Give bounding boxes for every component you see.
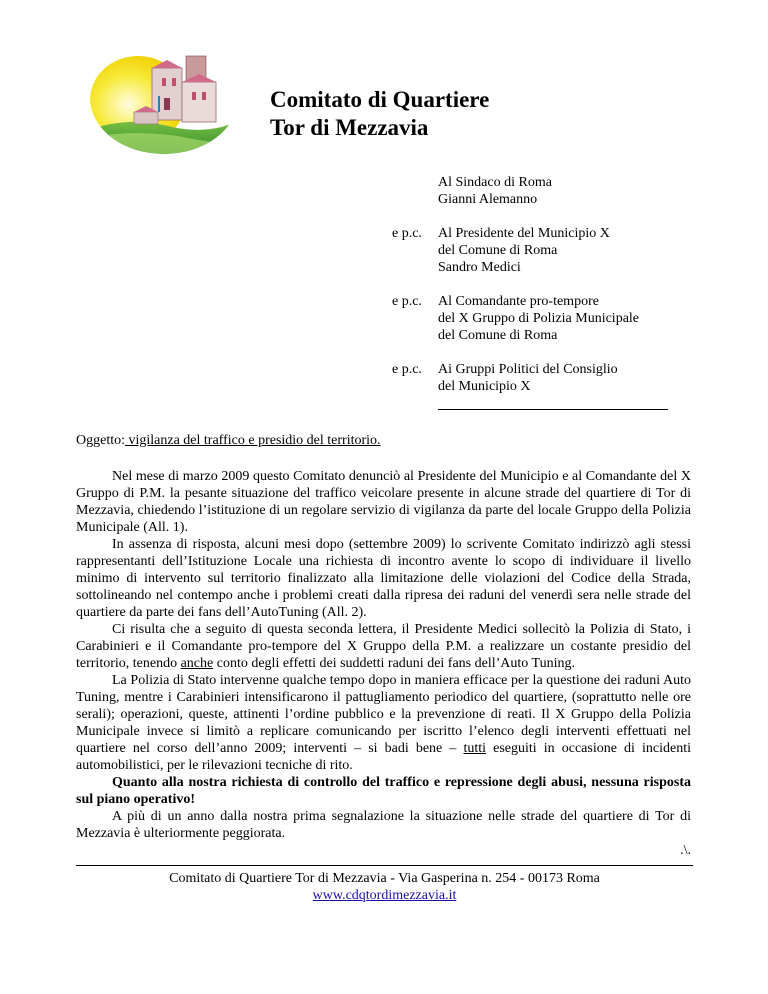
paragraph-text: La Polizia di Stato intervenne qualche tempo dopo in maniera efficace per la questione dei raduni Auto Tuning, mentre i Carabinieri intensificarono il pattugliamento periodico del quartiere, (soprattutto nelle ore serali); operazioni, queste, attinenti l’ordine pubblico e la prevenzione di reati. Il X Gruppo della Polizia Municipale invece si limitò a replicare comunicando per iscritto l’elenco degli interventi effettuati nel quartiere nel corso dell’anno 2009; interventi – si badi bene – <box>76 673 691 756</box>
committee-logo <box>88 38 240 156</box>
recipient-prefix: e p.c. <box>392 362 422 377</box>
footer-address: Comitato di Quartiere Tor di Mezzavia - Via Gasperina n. 254 - 00173 Roma <box>169 871 600 886</box>
recipient-line: Gianni Alemanno <box>438 192 538 207</box>
recipient-municipio-president <box>392 225 722 276</box>
recipient-line: Sandro Medici <box>438 260 521 275</box>
emphasis-text: tutti <box>463 741 487 756</box>
recipient-line: Al Presidente del Municipio X <box>438 226 610 241</box>
paragraph: A più di un anno dalla nostra prima segnalazione la situazione nelle strade del quartiere di Tor di Mezzavia è ulteriormente peggiorata. <box>76 809 691 841</box>
recipient-political-groups <box>392 361 722 410</box>
recipient-line: Ai Gruppi Politici del Consiglio <box>438 362 618 377</box>
emphasis-text: anche <box>180 656 214 671</box>
recipient-mayor <box>392 174 722 208</box>
recipient-line: del X Gruppo di Polizia Municipale <box>438 311 640 326</box>
footer-divider <box>76 865 693 866</box>
subject-line <box>76 432 381 449</box>
recipient-prefix: e p.c. <box>392 294 422 309</box>
bold-paragraph: Quanto alla nostra richiesta di controllo del traffico e repressione degli abusi, nessuna risposta sul piano operativo! <box>76 775 691 807</box>
continued-mark: .\. <box>680 843 691 858</box>
recipient-line: del Comune di Roma <box>438 328 558 343</box>
recipients-block <box>392 174 722 427</box>
paragraph-text: eseguiti in occasione di incidenti automobilistici, per le rilevazioni tecniche di rito. <box>76 741 691 773</box>
committee-area: Tor di Mezzavia <box>270 115 429 140</box>
paragraph: In assenza di risposta, alcuni mesi dopo (settembre 2009) lo scrivente Comitato indirizzò agli stessi rappresentanti dell’Istituzione Locale una richiesta di incontro avente lo scopo di individuare il livello minimo di intervento sul territorio finalizzato alla limitazione delle violazioni del Codice della Strada, sottolineando nel contempo anche i problemi creati dalla ripresa dei raduni del venerdì sera nelle strade del quartiere da parte dei fans dell’AutoTuning (All. 2). <box>76 537 691 620</box>
paragraph: Nel mese di marzo 2009 questo Comitato denunciò al Presidente del Municipio e al Comandante del X Gruppo di P.M. la pesante situazione del traffico veicolare presente in alcune strade del quartiere di Tor di Mezzavia, chiedendo l’istituzione di un regolare servizio di vigilanza da parte del locale Gruppo della Polizia Municipale (All. 1). <box>76 469 691 535</box>
footer <box>76 870 693 904</box>
committee-heading <box>270 86 489 142</box>
website-link[interactable]: www.cdqtordimezzavia.it <box>312 888 457 903</box>
subject-text: vigilanza del traffico e presidio del territorio. <box>125 433 381 448</box>
recipient-line: Al Comandante pro-tempore <box>438 294 599 309</box>
paragraph <box>76 672 691 774</box>
paragraph <box>76 621 691 672</box>
paragraph-text: conto degli effetti dei suddetti raduni dei fans dell’Auto Tuning. <box>213 656 575 671</box>
recipient-prefix: e p.c. <box>392 226 422 241</box>
paragraph-text: Ci risulta che a seguito di questa seconda lettera, il Presidente Medici sollecitò la Polizia di Stato, i Carabinieri e il Comandante pro-tempore del X Gruppo della P.M. a realizzare un costante presidio del territorio, tenendo <box>76 622 691 671</box>
recipient-line: del Comune di Roma <box>438 243 558 258</box>
recipient-line: del Municipio X <box>438 379 531 394</box>
letter-body <box>76 468 691 859</box>
committee-name: Comitato di Quartiere <box>270 87 490 112</box>
divider-rule <box>438 395 668 410</box>
subject-label: Oggetto: <box>76 433 125 448</box>
recipient-line: Al Sindaco di Roma <box>438 175 552 190</box>
recipient-police-commander <box>392 293 722 344</box>
